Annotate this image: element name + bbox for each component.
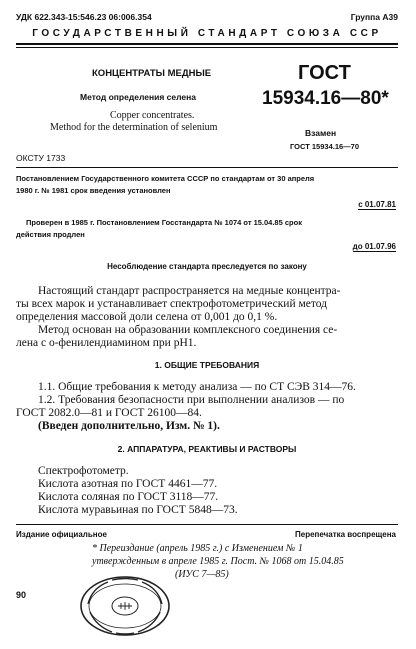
intro-line-2: ты всех марок и устанавливает спектрофотометрический метод bbox=[16, 298, 327, 310]
equipment-item: Кислота азотная по ГОСТ 4461—77. bbox=[38, 478, 218, 490]
gost-number: 15934.16—80* bbox=[262, 88, 389, 109]
okstu-code: ОКСТУ 1733 bbox=[16, 153, 66, 163]
check-line-2: действия продлен bbox=[16, 230, 85, 239]
english-title-line-1: Copper concentrates. bbox=[110, 110, 195, 121]
intro-line-3: определения массовой доли селена от 0,001 до 0,1 %. bbox=[16, 311, 278, 323]
replaces-label: Взамен bbox=[305, 128, 337, 138]
document-title: КОНЦЕНТРАТЫ МЕДНЫЕ bbox=[92, 68, 212, 79]
banner-rule bbox=[16, 43, 398, 45]
resolution-line-1: Постановлением Государственного комитета СССР по стандартам от 30 апреля bbox=[16, 174, 315, 183]
intro-line-5: лена с о-фенилендиамином при pH1. bbox=[16, 337, 197, 349]
equipment-item: Кислота муравьиная по ГОСТ 5848—73. bbox=[38, 504, 238, 516]
equipment-item: Кислота соляная по ГОСТ 3118—77. bbox=[38, 491, 219, 503]
reprint-prohibited: Перепечатка воспрещена bbox=[295, 530, 396, 539]
group-code: Группа А39 bbox=[350, 12, 398, 22]
reissue-note-2: утвержденным в апреле 1985 г. Пост. № 1068 от 15.04.85 bbox=[92, 556, 344, 567]
banner-rule-thin bbox=[16, 47, 398, 48]
replaces-value: ГОСТ 15934.16—70 bbox=[290, 142, 360, 151]
check-line-1: Проверен в 1985 г. Постановлением Госстандарта № 1074 от 15.04.85 срок bbox=[26, 218, 302, 227]
law-notice: Несоблюдение стандарта преследуется по закону bbox=[107, 262, 307, 271]
resolution-line-2: 1980 г. № 1981 срок введения установлен bbox=[16, 186, 171, 195]
extended-date: до 01.07.96 bbox=[352, 242, 396, 251]
section-1-item-2-cont: ГОСТ 2082.0—81 и ГОСТ 26100—84. bbox=[16, 407, 202, 419]
reissue-note-3: (ИУС 7—85) bbox=[175, 569, 229, 580]
gost-label: ГОСТ bbox=[298, 62, 351, 84]
title-rule bbox=[16, 167, 398, 168]
section-1-heading: 1. ОБЩИЕ ТРЕБОВАНИЯ bbox=[154, 360, 260, 370]
footer-rule bbox=[16, 524, 398, 525]
udc-code: УДК 622.343-15:546.23 06:006.354 bbox=[16, 12, 152, 22]
intro-line-4: Метод основан на образовании комплексного соединения се- bbox=[38, 324, 338, 336]
page-number: 90 bbox=[16, 590, 27, 600]
library-stamp bbox=[78, 574, 172, 638]
official-edition: Издание официальное bbox=[16, 530, 107, 539]
section-1-item-1: 1.1. Общие требования к методу анализа — по СТ СЭВ 314—76. bbox=[38, 381, 356, 393]
document-subtitle: Метод определения селена bbox=[80, 92, 196, 102]
section-1-amendment: (Введен дополнительно, Изм. № 1). bbox=[38, 420, 220, 432]
intro-line-1: Настоящий стандарт распространяется на медные концентра- bbox=[38, 285, 341, 297]
reissue-note-1: * Переиздание (апрель 1985 г.) с Изменением № 1 bbox=[92, 543, 303, 554]
section-2-heading: 2. АППАРАТУРА, РЕАКТИВЫ И РАСТВОРЫ bbox=[117, 444, 297, 454]
english-title-line-2: Method for the determination of selenium bbox=[50, 122, 218, 133]
equipment-item: Спектрофотометр. bbox=[38, 465, 129, 477]
effective-date: с 01.07.81 bbox=[358, 200, 396, 209]
section-1-item-2: 1.2. Требования безопасности при выполнении анализов — по bbox=[38, 394, 345, 406]
state-standard-banner: ГОСУДАРСТВЕННЫЙ СТАНДАРТ СОЮЗА ССР bbox=[32, 28, 382, 39]
